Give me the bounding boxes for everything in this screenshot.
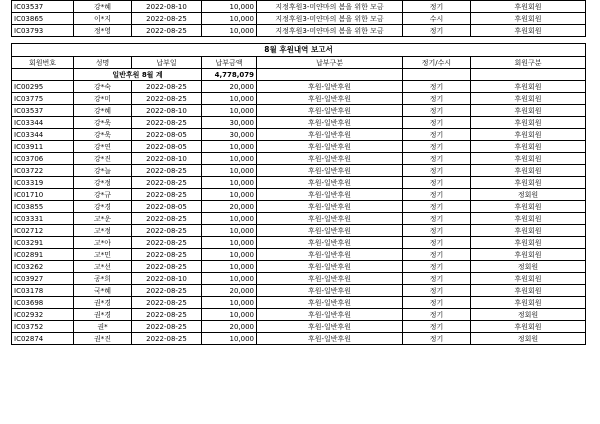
regular-occasional-cell: 정기 <box>403 297 471 309</box>
date-cell: 2022-08-25 <box>132 165 202 177</box>
payment-type-cell: 지정후원3-미얀마의 봄을 위한 모금 <box>257 25 403 37</box>
report-header-section <box>12 37 586 81</box>
amount-cell: 10,000 <box>202 261 257 273</box>
regular-occasional-cell: 정기 <box>403 177 471 189</box>
amount-cell: 20,000 <box>202 285 257 297</box>
table-row <box>12 1 586 13</box>
amount-cell: 30,000 <box>202 117 257 129</box>
name-cell: 강*경 <box>74 201 132 213</box>
regular-occasional-cell: 수시 <box>403 13 471 25</box>
table-row <box>12 141 586 153</box>
table-row <box>12 237 586 249</box>
amount-cell: 10,000 <box>202 225 257 237</box>
table-row <box>12 249 586 261</box>
member-id-cell: IC03865 <box>12 13 74 25</box>
regular-occasional-cell: 정기 <box>403 225 471 237</box>
member-id-cell: IC03537 <box>12 1 74 13</box>
member-kind-cell: 후원회원 <box>471 165 586 177</box>
subtotal-row <box>12 69 586 81</box>
date-cell: 2022-08-10 <box>132 105 202 117</box>
date-cell: 2022-08-25 <box>132 249 202 261</box>
regular-occasional-cell: 정기 <box>403 201 471 213</box>
regular-occasional-cell: 정기 <box>403 321 471 333</box>
date-cell: 2022-08-05 <box>132 129 202 141</box>
date-cell: 2022-08-10 <box>132 1 202 13</box>
amount-cell: 10,000 <box>202 141 257 153</box>
name-cell: 고*정 <box>74 225 132 237</box>
table-row <box>12 105 586 117</box>
name-cell: 고*민 <box>74 249 132 261</box>
name-cell: 권*경 <box>74 297 132 309</box>
report-title-row <box>12 44 586 57</box>
date-cell: 2022-08-10 <box>132 273 202 285</box>
name-cell: 고*운 <box>74 213 132 225</box>
date-cell: 2022-08-25 <box>132 285 202 297</box>
date-cell: 2022-08-25 <box>132 213 202 225</box>
payment-type-cell: 후원-일반후원 <box>257 93 403 105</box>
column-header-row <box>12 57 586 69</box>
table-row <box>12 13 586 25</box>
regular-occasional-cell: 정기 <box>403 273 471 285</box>
date-cell: 2022-08-25 <box>132 237 202 249</box>
date-cell: 2022-08-05 <box>132 141 202 153</box>
date-cell: 2022-08-25 <box>132 333 202 345</box>
amount-cell: 30,000 <box>202 129 257 141</box>
member-kind-cell: 정회원 <box>471 261 586 273</box>
member-id-cell: IC02891 <box>12 249 74 261</box>
date-cell: 2022-08-25 <box>132 225 202 237</box>
member-id-cell: IC01710 <box>12 189 74 201</box>
date-cell: 2022-08-25 <box>132 117 202 129</box>
name-cell: 권* <box>74 321 132 333</box>
regular-occasional-cell: 정기 <box>403 165 471 177</box>
name-cell: 강*욱 <box>74 117 132 129</box>
header-member-kind: 회원구분 <box>471 57 586 69</box>
payment-type-cell: 후원-일반후원 <box>257 285 403 297</box>
member-id-cell: IC03698 <box>12 297 74 309</box>
name-cell: 강*정 <box>74 177 132 189</box>
table-row <box>12 93 586 105</box>
amount-cell: 10,000 <box>202 237 257 249</box>
table-row <box>12 177 586 189</box>
member-kind-cell: 후원회원 <box>471 1 586 13</box>
member-id-cell: IC03319 <box>12 177 74 189</box>
member-kind-cell: 정회원 <box>471 309 586 321</box>
report-sheet <box>11 0 585 345</box>
name-cell: 권*경 <box>74 309 132 321</box>
payment-type-cell: 후원-일반후원 <box>257 333 403 345</box>
payment-type-cell: 후원-일반후원 <box>257 165 403 177</box>
amount-cell: 20,000 <box>202 201 257 213</box>
payment-type-cell: 후원-일반후원 <box>257 249 403 261</box>
report-title: 8월 후원내역 보고서 <box>12 44 586 57</box>
member-kind-cell: 후원회원 <box>471 105 586 117</box>
regular-occasional-cell: 정기 <box>403 129 471 141</box>
regular-occasional-cell: 정기 <box>403 1 471 13</box>
payment-type-cell: 후원-일반후원 <box>257 141 403 153</box>
amount-cell: 10,000 <box>202 333 257 345</box>
table-row <box>12 81 586 93</box>
member-id-cell: IC02712 <box>12 225 74 237</box>
member-kind-cell: 후원회원 <box>471 273 586 285</box>
member-kind-cell: 후원회원 <box>471 25 586 37</box>
member-kind-cell: 정회원 <box>471 333 586 345</box>
amount-cell: 10,000 <box>202 177 257 189</box>
table-row <box>12 273 586 285</box>
member-id-cell: IC03344 <box>12 129 74 141</box>
amount-cell: 10,000 <box>202 213 257 225</box>
report-table <box>11 0 586 345</box>
table-row <box>12 25 586 37</box>
table-row <box>12 129 586 141</box>
amount-cell: 20,000 <box>202 321 257 333</box>
member-kind-cell: 후원회원 <box>471 249 586 261</box>
date-cell: 2022-08-25 <box>132 81 202 93</box>
member-kind-cell: 후원회원 <box>471 153 586 165</box>
amount-cell: 20,000 <box>202 81 257 93</box>
header-amount: 납부금액 <box>202 57 257 69</box>
payment-type-cell: 후원-일반후원 <box>257 237 403 249</box>
name-cell: 강*늘 <box>74 165 132 177</box>
member-kind-cell: 후원회원 <box>471 237 586 249</box>
member-id-cell: IC03927 <box>12 273 74 285</box>
name-cell: 강*미 <box>74 93 132 105</box>
amount-cell: 10,000 <box>202 105 257 117</box>
regular-occasional-cell: 정기 <box>403 25 471 37</box>
name-cell: 강*진 <box>74 153 132 165</box>
amount-cell: 10,000 <box>202 1 257 13</box>
member-id-cell: IC03775 <box>12 93 74 105</box>
amount-cell: 10,000 <box>202 297 257 309</box>
member-kind-cell: 후원회원 <box>471 13 586 25</box>
amount-cell: 10,000 <box>202 93 257 105</box>
table-row <box>12 213 586 225</box>
top-rows <box>12 1 586 37</box>
name-cell: 권*진 <box>74 333 132 345</box>
payment-type-cell: 후원-일반후원 <box>257 105 403 117</box>
member-id-cell: IC03262 <box>12 261 74 273</box>
member-id-cell: IC03722 <box>12 165 74 177</box>
date-cell: 2022-08-25 <box>132 321 202 333</box>
date-cell: 2022-08-25 <box>132 177 202 189</box>
regular-occasional-cell: 정기 <box>403 153 471 165</box>
member-kind-cell: 후원회원 <box>471 117 586 129</box>
name-cell: 공*희 <box>74 273 132 285</box>
payment-type-cell: 후원-일반후원 <box>257 81 403 93</box>
name-cell: 강*욱 <box>74 129 132 141</box>
member-id-cell: IC03752 <box>12 321 74 333</box>
table-row <box>12 297 586 309</box>
regular-occasional-cell: 정기 <box>403 237 471 249</box>
payment-type-cell: 지정후원3-미얀마의 봄을 위한 모금 <box>257 13 403 25</box>
name-cell: 정*영 <box>74 25 132 37</box>
amount-cell: 10,000 <box>202 189 257 201</box>
regular-occasional-cell: 정기 <box>403 249 471 261</box>
table-row <box>12 189 586 201</box>
date-cell: 2022-08-25 <box>132 13 202 25</box>
date-cell: 2022-08-25 <box>132 189 202 201</box>
amount-cell: 10,000 <box>202 25 257 37</box>
amount-cell: 10,000 <box>202 165 257 177</box>
payment-type-cell: 후원-일반후원 <box>257 153 403 165</box>
member-kind-cell: 후원회원 <box>471 177 586 189</box>
payment-type-cell: 후원-일반후원 <box>257 273 403 285</box>
member-kind-cell: 후원회원 <box>471 213 586 225</box>
amount-cell: 10,000 <box>202 273 257 285</box>
member-id-cell: IC03331 <box>12 213 74 225</box>
name-cell: 강*규 <box>74 189 132 201</box>
name-cell: 강*숙 <box>74 81 132 93</box>
payment-type-cell: 후원-일반후원 <box>257 213 403 225</box>
member-id-cell: IC03793 <box>12 25 74 37</box>
member-id-cell: IC00295 <box>12 81 74 93</box>
member-kind-cell: 후원회원 <box>471 81 586 93</box>
regular-occasional-cell: 정기 <box>403 105 471 117</box>
header-name: 성명 <box>74 57 132 69</box>
table-row <box>12 225 586 237</box>
member-kind-cell: 후원회원 <box>471 93 586 105</box>
regular-occasional-cell: 정기 <box>403 189 471 201</box>
date-cell: 2022-08-25 <box>132 93 202 105</box>
date-cell: 2022-08-25 <box>132 309 202 321</box>
name-cell: 고*선 <box>74 261 132 273</box>
payment-type-cell: 후원-일반후원 <box>257 117 403 129</box>
payment-type-cell: 후원-일반후원 <box>257 309 403 321</box>
name-cell: 강*연 <box>74 141 132 153</box>
member-id-cell: IC03706 <box>12 153 74 165</box>
payment-type-cell: 후원-일반후원 <box>257 129 403 141</box>
table-row <box>12 165 586 177</box>
member-id-cell: IC03291 <box>12 237 74 249</box>
member-kind-cell: 후원회원 <box>471 141 586 153</box>
name-cell: 국*혜 <box>74 285 132 297</box>
payment-type-cell: 후원-일반후원 <box>257 297 403 309</box>
regular-occasional-cell: 정기 <box>403 93 471 105</box>
payment-type-cell: 후원-일반후원 <box>257 201 403 213</box>
member-id-cell: IC03178 <box>12 285 74 297</box>
name-cell: 이*지 <box>74 13 132 25</box>
amount-cell: 10,000 <box>202 249 257 261</box>
regular-occasional-cell: 정기 <box>403 81 471 93</box>
header-date: 납부일 <box>132 57 202 69</box>
payment-type-cell: 후원-일반후원 <box>257 321 403 333</box>
name-cell: 강*혜 <box>74 105 132 117</box>
payment-type-cell: 후원-일반후원 <box>257 177 403 189</box>
member-id-cell: IC03855 <box>12 201 74 213</box>
subtotal-label: 일반후원 8월 계 <box>74 69 202 81</box>
regular-occasional-cell: 정기 <box>403 309 471 321</box>
date-cell: 2022-08-25 <box>132 297 202 309</box>
amount-cell: 10,000 <box>202 153 257 165</box>
member-id-cell: IC02932 <box>12 309 74 321</box>
regular-occasional-cell: 정기 <box>403 213 471 225</box>
payment-type-cell: 후원-일반후원 <box>257 261 403 273</box>
donation-rows <box>12 81 586 345</box>
date-cell: 2022-08-10 <box>132 153 202 165</box>
member-id-cell: IC02874 <box>12 333 74 345</box>
regular-occasional-cell: 정기 <box>403 261 471 273</box>
member-kind-cell: 후원회원 <box>471 321 586 333</box>
regular-occasional-cell: 정기 <box>403 285 471 297</box>
member-kind-cell: 정회원 <box>471 189 586 201</box>
payment-type-cell: 후원-일반후원 <box>257 189 403 201</box>
payment-type-cell: 지정후원3-미얀마의 봄을 위한 모금 <box>257 1 403 13</box>
member-id-cell: IC03537 <box>12 105 74 117</box>
amount-cell: 10,000 <box>202 309 257 321</box>
table-row <box>12 201 586 213</box>
member-kind-cell: 후원회원 <box>471 297 586 309</box>
date-cell: 2022-08-25 <box>132 261 202 273</box>
member-kind-cell: 후원회원 <box>471 201 586 213</box>
date-cell: 2022-08-05 <box>132 201 202 213</box>
regular-occasional-cell: 정기 <box>403 141 471 153</box>
member-id-cell: IC03344 <box>12 117 74 129</box>
header-regular-occasional: 정기/수시 <box>403 57 471 69</box>
table-row <box>12 153 586 165</box>
header-payment-type: 납부구분 <box>257 57 403 69</box>
header-member-id: 회원번호 <box>12 57 74 69</box>
table-row <box>12 117 586 129</box>
payment-type-cell: 후원-일반후원 <box>257 225 403 237</box>
amount-cell: 10,000 <box>202 13 257 25</box>
member-id-cell: IC03911 <box>12 141 74 153</box>
name-cell: 고*아 <box>74 237 132 249</box>
table-row <box>12 285 586 297</box>
table-row <box>12 333 586 345</box>
subtotal-amount: 4,778,079 <box>202 69 257 81</box>
regular-occasional-cell: 정기 <box>403 117 471 129</box>
member-kind-cell: 후원회원 <box>471 285 586 297</box>
member-kind-cell: 후원회원 <box>471 129 586 141</box>
member-kind-cell: 후원회원 <box>471 225 586 237</box>
name-cell: 강*혜 <box>74 1 132 13</box>
date-cell: 2022-08-25 <box>132 25 202 37</box>
regular-occasional-cell: 정기 <box>403 333 471 345</box>
table-row <box>12 309 586 321</box>
table-row <box>12 321 586 333</box>
table-row <box>12 261 586 273</box>
